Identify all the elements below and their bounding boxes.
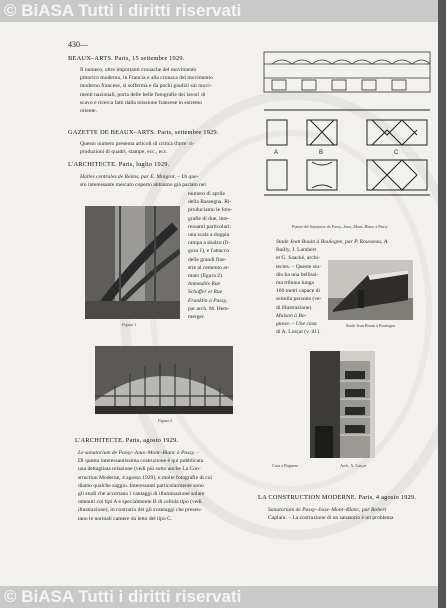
section-text: Questo numero presenta articoli di critica d'arte: ri- produzioni di quadri, stampe, ecc., ecc.	[80, 141, 195, 156]
section-text: Le sanatorium de Passy–Joux–Mont–Blanc à Passy. – Di questa interessantissima costruzione è qui pubblicata una dettagliata relazione (vedi più sotto anche La Con- struction Moderne, 4 agosto 1929), e molte fotografie di cui diamo qualche saggio. Interessanti particolarmente sono gli studi che accertano i vantaggi di illuminazione solare ottenuti coi tipi A e specialmente B di cellula tipo (vedi illustrazione), in contrario dei gli svantaggi che presen- tano le normali camere da letto del tipo C.	[78, 450, 213, 522]
figure-2-photo	[95, 346, 233, 414]
section-text: Il numero, oltre importanti cronache del movimento pittorico moderno, in Francia e alla cronaca del movimento moderno francese, si sofferma e da pochi giudizi sui movi- menti nazionali, porta delle belle fotografie dei lavori di scavo e ricerca fatti dalla missione francese in estremo oriente.	[80, 67, 213, 115]
section-text-narrow: numero di aprile della Rassegna. Ri- produciamo le foto- grafie di due, inte- ressanti particolari: una scala a doppia rampa a sbalzo (fi- gura 1), e l'attacco delle grandi fine- stre al cemento ar- mato (figura 2). Immeuble Rue Schaffer et Rue Franklin à Passy, par arch. M. Hem- merger.	[188, 191, 233, 321]
sanatorium-plans-drawing	[262, 50, 432, 215]
page-number: 430—	[68, 40, 88, 49]
section-heading: L'ARCHITECTE. Paris, agosto 1929.	[75, 437, 179, 444]
stade-caption: Stade Jean Bouin à Boulogne	[346, 323, 396, 328]
stade-text: Stade Jean Bouin à Boulogne, par P. Rousseau, A. Bailly, J. Lambert et G. Saacké, archi- tectes. – Queste stu- dio ha una bellissi- ma tribuna lunga 100 metri capace di seimila persone (ve- di illustrazione). Maison à Bo- gnese. – Une casa di A. Lurçat (v. ill.).	[276, 239, 389, 336]
section-heading: L'ARCHITECTE. Paris, luglio 1929.	[68, 161, 170, 168]
maison-caption-right: Arch. A. Lurçat	[340, 463, 367, 468]
page-edge	[438, 0, 446, 608]
stade-photo	[328, 260, 413, 320]
plan-label-c: C	[394, 150, 399, 156]
section-heading: LA CONSTRUCTION MODERNE. Paris, 4 agosto 1929.	[258, 494, 417, 501]
plans-caption: Piante del Sanatorio de Passy–Joux–Mont–Blanc a Passy	[292, 224, 388, 229]
plan-label-b: B	[319, 150, 324, 156]
plan-label-a: A	[274, 150, 279, 156]
section-heading: BEAUX–ARTS. Paris, 15 settembre 1929.	[68, 55, 185, 62]
maison-photo	[310, 351, 375, 458]
maison-caption-left: Casa a Bagnese	[272, 463, 299, 468]
figure-1-photo	[85, 206, 180, 319]
watermark-top: © BiASA Tutti i diritti riservati	[0, 0, 446, 22]
figure-2-caption: Figura 2	[158, 418, 173, 423]
section-text: Halles centrales de Reims, par E. Maigrot. – Di que- sto interessante mercato coperto abbiamo già parlato nel	[80, 174, 206, 189]
section-heading: GAZETTE DE BEAUX–ARTS. Paris, settembre 1929.	[68, 129, 219, 136]
figure-1-caption: Figura 1	[122, 322, 137, 327]
construction-text: Sanatorium de Passy–Joux–Mont–Blanc, par Robert Caplain. – La costruzione di un sanatorio è un problema	[268, 507, 394, 522]
watermark-bottom: © BiASA Tutti i diritti riservati	[0, 586, 446, 608]
